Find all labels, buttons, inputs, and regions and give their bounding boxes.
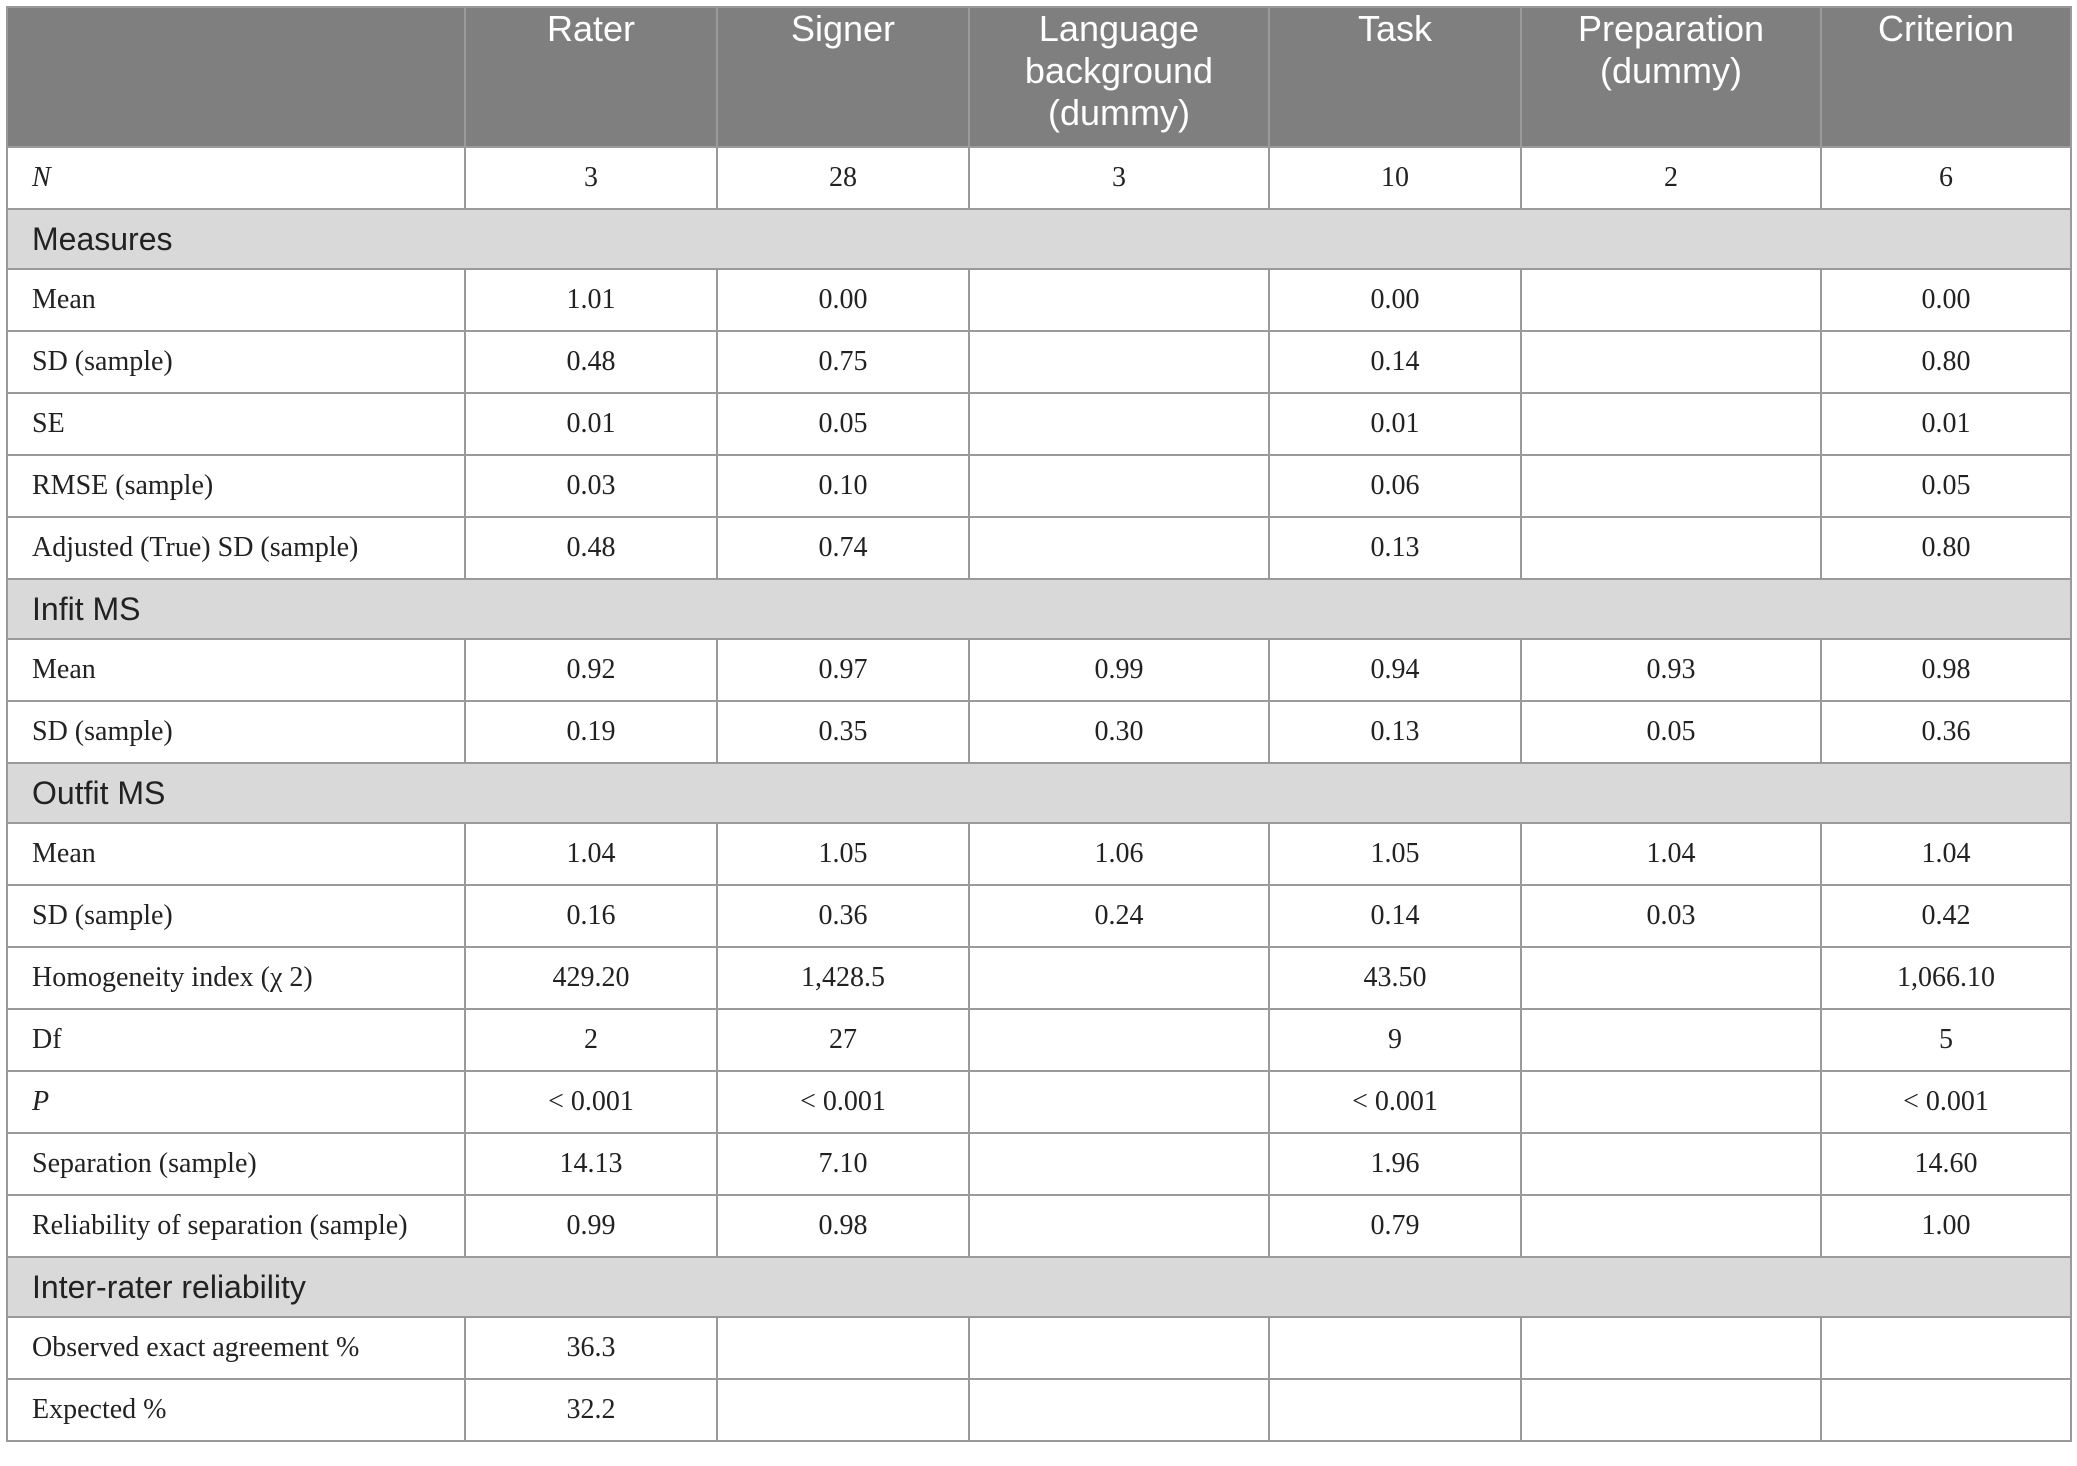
- table-cell: 0.48: [465, 517, 717, 579]
- table-cell: [1521, 1009, 1821, 1071]
- table-cell: [1521, 455, 1821, 517]
- table-cell: [969, 1071, 1269, 1133]
- table-cell: [717, 1379, 969, 1441]
- table-cell: [969, 331, 1269, 393]
- table-cell: [1521, 393, 1821, 455]
- table-cell: 0.05: [1521, 701, 1821, 763]
- table-cell: [1269, 1317, 1521, 1379]
- table-cell: [969, 947, 1269, 1009]
- column-header: [465, 7, 717, 147]
- table-cell: 0.01: [1821, 393, 2071, 455]
- statistics-table: [6, 6, 2072, 1442]
- row-label: Mean: [7, 639, 465, 701]
- column-header-line: (dummy): [1600, 50, 1742, 91]
- table-cell: 0.14: [1269, 885, 1521, 947]
- table-cell: 0.48: [465, 331, 717, 393]
- row-label: N: [7, 147, 465, 209]
- table-cell: [1521, 1317, 1821, 1379]
- column-header-line: Rater: [546, 8, 636, 49]
- table-cell: 0.99: [969, 639, 1269, 701]
- table-cell: 0.05: [717, 393, 969, 455]
- table-cell: 36.3: [465, 1317, 717, 1379]
- table-cell: 0.06: [1269, 455, 1521, 517]
- table-cell: [969, 1133, 1269, 1195]
- column-header-line: Language: [1038, 8, 1200, 49]
- table-cell: 0.80: [1821, 517, 2071, 579]
- table-cell: 0.01: [1269, 393, 1521, 455]
- table-cell: 0.97: [717, 639, 969, 701]
- table-cell: 6: [1821, 147, 2071, 209]
- table-row: [7, 701, 2071, 763]
- table-row: [7, 1133, 2071, 1195]
- table-cell: 14.60: [1821, 1133, 2071, 1195]
- table-cell: 1.04: [1521, 823, 1821, 885]
- table-cell: [1821, 1317, 2071, 1379]
- row-label: SD (sample): [7, 331, 465, 393]
- column-header: [1269, 7, 1521, 147]
- table-cell: 0.42: [1821, 885, 2071, 947]
- table-cell: [969, 393, 1269, 455]
- table-row: [7, 885, 2071, 947]
- table-cell: 0.75: [717, 331, 969, 393]
- table-cell: 0.13: [1269, 701, 1521, 763]
- section-header-row: [7, 763, 2071, 823]
- row-label: SD (sample): [7, 701, 465, 763]
- table-cell: 1.01: [465, 269, 717, 331]
- row-label: Observed exact agreement %: [7, 1317, 465, 1379]
- header-row: [7, 7, 2071, 147]
- section-header-row: [7, 579, 2071, 639]
- column-header: [1821, 7, 2071, 147]
- section-title: Measures: [7, 209, 2071, 269]
- table-cell: [1521, 1071, 1821, 1133]
- table-cell: 0.98: [717, 1195, 969, 1257]
- table-cell: < 0.001: [1821, 1071, 2071, 1133]
- table-cell: 0.10: [717, 455, 969, 517]
- table-header: [7, 7, 2071, 147]
- column-header-line: (dummy): [1048, 92, 1190, 133]
- table-cell: 1.04: [465, 823, 717, 885]
- table-cell: 0.16: [465, 885, 717, 947]
- table-cell: 3: [465, 147, 717, 209]
- table-cell: [969, 517, 1269, 579]
- section-title: Outfit MS: [7, 763, 2071, 823]
- table-row: [7, 517, 2071, 579]
- row-label: SD (sample): [7, 885, 465, 947]
- table-cell: 0.00: [717, 269, 969, 331]
- table-cell: 1.00: [1821, 1195, 2071, 1257]
- column-header-line: Criterion: [1877, 8, 2015, 49]
- table-cell: 0.01: [465, 393, 717, 455]
- column-header-line: Task: [1357, 8, 1433, 49]
- table-cell: 9: [1269, 1009, 1521, 1071]
- table-row: [7, 1009, 2071, 1071]
- column-header: [1521, 7, 1821, 147]
- table-cell: 0.92: [465, 639, 717, 701]
- table-row: [7, 1195, 2071, 1257]
- table-row: [7, 947, 2071, 1009]
- table-cell: 7.10: [717, 1133, 969, 1195]
- table-cell: 5: [1821, 1009, 2071, 1071]
- table-cell: < 0.001: [1269, 1071, 1521, 1133]
- table-cell: [969, 1379, 1269, 1441]
- table-cell: 0.03: [1521, 885, 1821, 947]
- table-cell: 0.36: [1821, 701, 2071, 763]
- table-cell: [969, 1317, 1269, 1379]
- column-header-line: Preparation: [1577, 8, 1765, 49]
- section-header-row: [7, 209, 2071, 269]
- table-cell: 0.79: [1269, 1195, 1521, 1257]
- table-row: [7, 393, 2071, 455]
- row-label: SE: [7, 393, 465, 455]
- section-title: Inter-rater reliability: [7, 1257, 2071, 1317]
- table-cell: 1.04: [1821, 823, 2071, 885]
- table-cell: 14.13: [465, 1133, 717, 1195]
- table-row: [7, 331, 2071, 393]
- column-header-line: background: [1024, 50, 1214, 91]
- table-cell: [1521, 947, 1821, 1009]
- table-cell: 1.05: [1269, 823, 1521, 885]
- table-cell: 1,428.5: [717, 947, 969, 1009]
- column-header: [717, 7, 969, 147]
- row-label: Adjusted (True) SD (sample): [7, 517, 465, 579]
- row-label: Df: [7, 1009, 465, 1071]
- table-cell: 0.36: [717, 885, 969, 947]
- table-cell: [1269, 1379, 1521, 1441]
- table-cell: < 0.001: [717, 1071, 969, 1133]
- row-label: RMSE (sample): [7, 455, 465, 517]
- table-cell: 0.05: [1821, 455, 2071, 517]
- row-label: Mean: [7, 823, 465, 885]
- table-cell: 0.98: [1821, 639, 2071, 701]
- table-cell: < 0.001: [465, 1071, 717, 1133]
- table-cell: [969, 1009, 1269, 1071]
- table-cell: 0.19: [465, 701, 717, 763]
- table-cell: 0.00: [1269, 269, 1521, 331]
- table-cell: 1.06: [969, 823, 1269, 885]
- table-cell: 27: [717, 1009, 969, 1071]
- section-title: Infit MS: [7, 579, 2071, 639]
- table-cell: [969, 455, 1269, 517]
- table-cell: 0.03: [465, 455, 717, 517]
- table-row: [7, 639, 2071, 701]
- table-cell: 0.94: [1269, 639, 1521, 701]
- column-header: [969, 7, 1269, 147]
- table-cell: 0.80: [1821, 331, 2071, 393]
- table-cell: 1.05: [717, 823, 969, 885]
- table-cell: 0.13: [1269, 517, 1521, 579]
- table-cell: 0.93: [1521, 639, 1821, 701]
- row-label: Mean: [7, 269, 465, 331]
- table-cell: [969, 269, 1269, 331]
- table-row: [7, 1071, 2071, 1133]
- row-label: Expected %: [7, 1379, 465, 1441]
- table-cell: 28: [717, 147, 969, 209]
- row-label: Homogeneity index (χ 2): [7, 947, 465, 1009]
- table-row: [7, 823, 2071, 885]
- table-cell: [1821, 1379, 2071, 1441]
- table-cell: 0.74: [717, 517, 969, 579]
- table-row: [7, 1317, 2071, 1379]
- table-cell: 0.14: [1269, 331, 1521, 393]
- row-label: Reliability of separation (sample): [7, 1195, 465, 1257]
- table-cell: [1521, 1195, 1821, 1257]
- table-row: [7, 147, 2071, 209]
- section-header-row: [7, 1257, 2071, 1317]
- table-body: [7, 147, 2071, 1441]
- table-cell: 32.2: [465, 1379, 717, 1441]
- row-label: P: [7, 1071, 465, 1133]
- table-cell: 10: [1269, 147, 1521, 209]
- table-cell: [1521, 269, 1821, 331]
- table-row: [7, 269, 2071, 331]
- table-row: [7, 1379, 2071, 1441]
- table-cell: 0.24: [969, 885, 1269, 947]
- table-cell: 1,066.10: [1821, 947, 2071, 1009]
- table-cell: 429.20: [465, 947, 717, 1009]
- table-cell: [1521, 1379, 1821, 1441]
- table-cell: 0.30: [969, 701, 1269, 763]
- table-cell: 1.96: [1269, 1133, 1521, 1195]
- column-header-line: Signer: [790, 8, 896, 49]
- table-cell: [717, 1317, 969, 1379]
- table-cell: [1521, 1133, 1821, 1195]
- table-row: [7, 455, 2071, 517]
- table-cell: 0.00: [1821, 269, 2071, 331]
- table-cell: 0.99: [465, 1195, 717, 1257]
- table-cell: [969, 1195, 1269, 1257]
- header-corner-cell: [7, 7, 465, 147]
- table-cell: 43.50: [1269, 947, 1521, 1009]
- row-label: Separation (sample): [7, 1133, 465, 1195]
- table-cell: 0.35: [717, 701, 969, 763]
- table-cell: 2: [465, 1009, 717, 1071]
- table-cell: 3: [969, 147, 1269, 209]
- table-cell: 2: [1521, 147, 1821, 209]
- table-cell: [1521, 331, 1821, 393]
- table-cell: [1521, 517, 1821, 579]
